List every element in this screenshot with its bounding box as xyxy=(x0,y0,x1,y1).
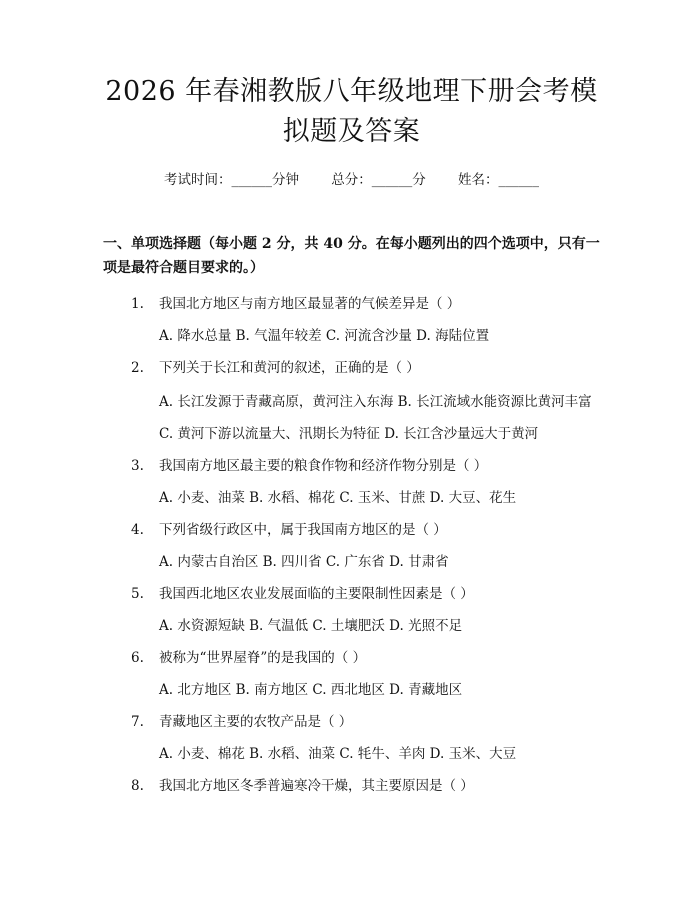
question-number: 8. xyxy=(131,778,144,794)
question-2-options-cd: C. 黄河下游以流量大、汛期长为特征 D. 长江含沙量远大于黄河 xyxy=(159,426,539,442)
question-text: 我国北方地区冬季普遍寒冷干燥，其主要原因是（ ） xyxy=(159,778,474,794)
question-text: 我国北方地区与南方地区最显著的气候差异是（ ） xyxy=(159,296,461,312)
question-number: 7. xyxy=(131,714,144,730)
question-number: 3. xyxy=(131,458,144,474)
question-text: 被称为“世界屋脊”的是我国的（ ） xyxy=(159,650,367,666)
question-5-options: A. 水资源短缺 B. 气温低 C. 土壤肥沃 D. 光照不足 xyxy=(159,618,463,634)
student-name-field: 姓名：______ xyxy=(458,172,540,188)
question-3-options: A. 小麦、油菜 B. 水稻、棉花 C. 玉米、甘蔗 D. 大豆、花生 xyxy=(159,490,517,506)
question-text: 下列省级行政区中，属于我国南方地区的是（ ） xyxy=(159,522,447,538)
question-number: 1. xyxy=(131,296,144,312)
question-number: 4. xyxy=(131,522,144,538)
question-text: 青藏地区主要的农牧产品是（ ） xyxy=(159,714,353,730)
question-8 xyxy=(103,770,600,802)
question-number: 5. xyxy=(131,586,144,602)
question-7 xyxy=(103,706,600,738)
question-6 xyxy=(103,642,600,674)
exam-time-field: 考试时间：______分钟 xyxy=(163,172,299,188)
question-4-options: A. 内蒙古自治区 B. 四川省 C. 广东省 D. 甘肃省 xyxy=(159,554,449,570)
question-6-options: A. 北方地区 B. 南方地区 C. 西北地区 D. 青藏地区 xyxy=(159,682,463,698)
question-2-options-ab: A. 长江发源于青藏高原，黄河注入东海 B. 长江流域水能资源比黄河丰富 xyxy=(159,394,592,410)
question-1-options: A. 降水总量 B. 气温年较差 C. 河流含沙量 D. 海陆位置 xyxy=(159,328,490,344)
question-number: 6. xyxy=(131,650,144,666)
question-number: 2. xyxy=(131,360,144,376)
question-3 xyxy=(103,450,600,482)
question-2 xyxy=(103,352,600,384)
exam-meta xyxy=(103,170,600,190)
question-text: 下列关于长江和黄河的叙述，正确的是（ ） xyxy=(159,360,420,376)
question-4 xyxy=(103,514,600,546)
question-text: 我国西北地区农业发展面临的主要限制性因素是（ ） xyxy=(159,586,474,602)
question-7-options: A. 小麦、棉花 B. 水稻、油菜 C. 牦牛、羊肉 D. 玉米、大豆 xyxy=(159,746,517,762)
total-score-field: 总分：______分 xyxy=(331,172,426,188)
question-5 xyxy=(103,578,600,610)
question-text: 我国南方地区最主要的粮食作物和经济作物分别是（ ） xyxy=(159,458,488,474)
question-list xyxy=(103,288,600,802)
section-heading: 一、单项选择题（每小题 2 分，共 40 分。在每小题列出的四个选项中，只有一项是最符合题目要求的。） xyxy=(103,236,600,276)
page-title: 2026 年春湘教版八年级地理下册会考模拟题及答案 xyxy=(105,76,598,147)
question-1 xyxy=(103,288,600,320)
